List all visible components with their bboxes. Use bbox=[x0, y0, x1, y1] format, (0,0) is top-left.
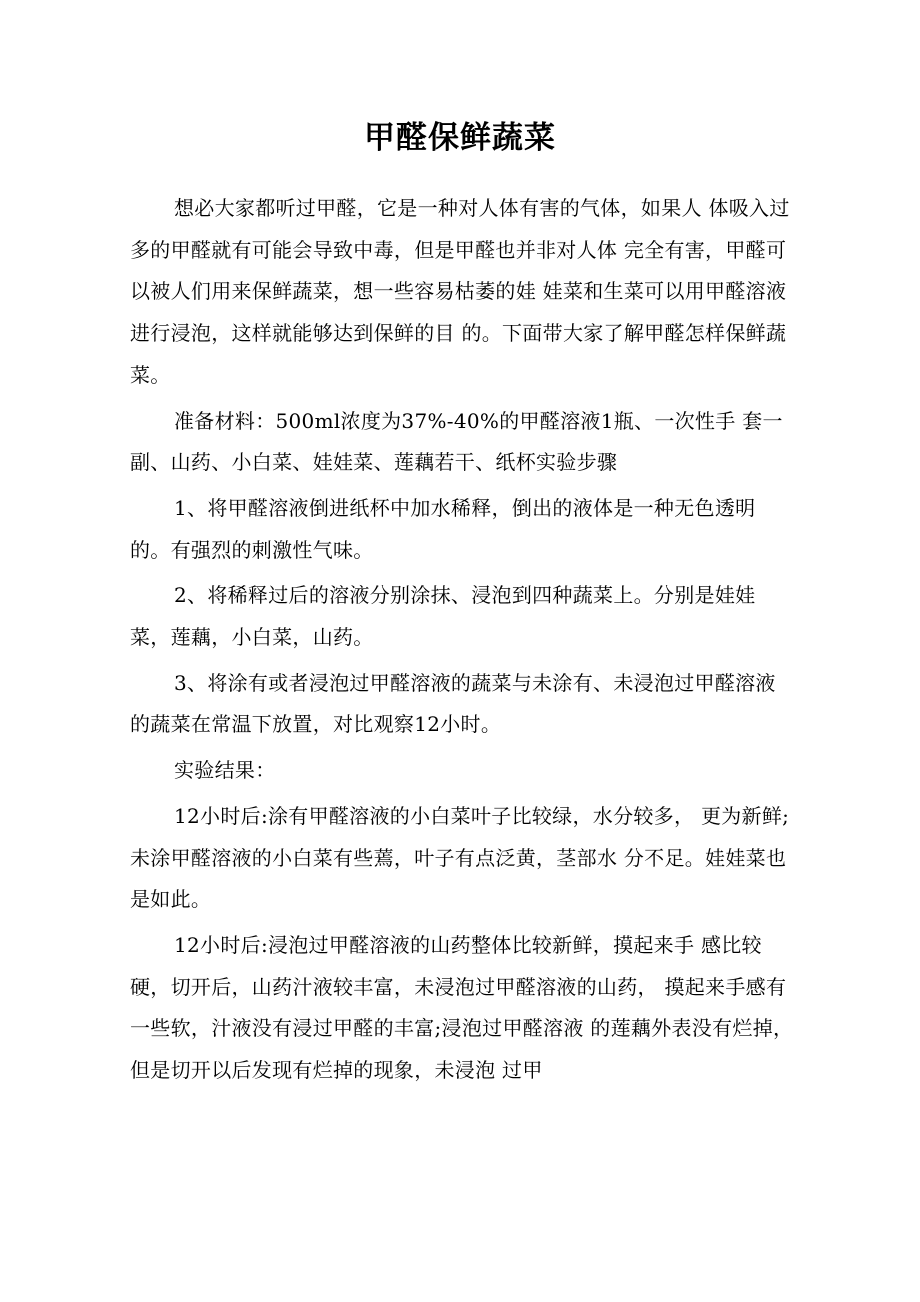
paragraph-materials: 准备材料：500ml浓度为37%-40%的甲醛溶液1瓶、一次性手 套一副、山药、小白菜、娃娃菜、莲藕若干、纸杯实验步骤 bbox=[130, 408, 783, 475]
document-title: 甲醛保鲜蔬菜 bbox=[364, 120, 556, 156]
paragraph-intro: 想必大家都听过甲醛，它是一种对人体有害的气体，如果人 体吸入过多的甲醛就有可能会导致中毒，但是甲醛也并非对人体 完全有害，甲醛可以被人们用来保鲜蔬菜，想一些容易枯萎的娃 娃菜和生菜可以用甲醛溶液进行浸泡，这样就能够达到保鲜的目 的。下面带大家了解甲醛怎样保鲜蔬菜。 bbox=[130, 196, 790, 387]
paragraph-step-1: 1、将甲醛溶液倒进纸杯中加水稀释，倒出的液体是一种无色透明的。有强烈的刺激性气味。 bbox=[130, 495, 756, 562]
paragraph-step-3: 3、将涂有或者浸泡过甲醛溶液的蔬菜与未涂有、未浸泡过甲醛溶液的蔬菜在常温下放置，对比观察12小时。 bbox=[130, 670, 776, 737]
document-body bbox=[130, 188, 795, 1096]
paragraph-step-2: 2、将稀释过后的溶液分别涂抹、浸泡到四种蔬菜上。分别是娃娃菜，莲藕，小白菜，山药。 bbox=[130, 583, 756, 650]
paragraph-results-heading: 实验结果： bbox=[174, 758, 276, 783]
paragraph-result-2: 12小时后:浸泡过甲醛溶液的山药整体比较新鲜，摸起来手 感比较硬，切开后，山药汁液较丰富，未浸泡过甲醛溶液的山药， 摸起来手感有一些软，汁液没有浸过甲醛的丰富;浸泡过甲醛溶液 的莲藕外表没有烂掉，但是切开以后发现有烂掉的现象，未浸泡 过甲 bbox=[130, 932, 794, 1083]
paragraph-result-1: 12小时后:涂有甲醛溶液的小白菜叶子比较绿，水分较多， 更为新鲜;未涂甲醛溶液的小白菜有些蔫，叶子有点泛黄，茎部水 分不足。娃娃菜也是如此。 bbox=[130, 803, 790, 912]
